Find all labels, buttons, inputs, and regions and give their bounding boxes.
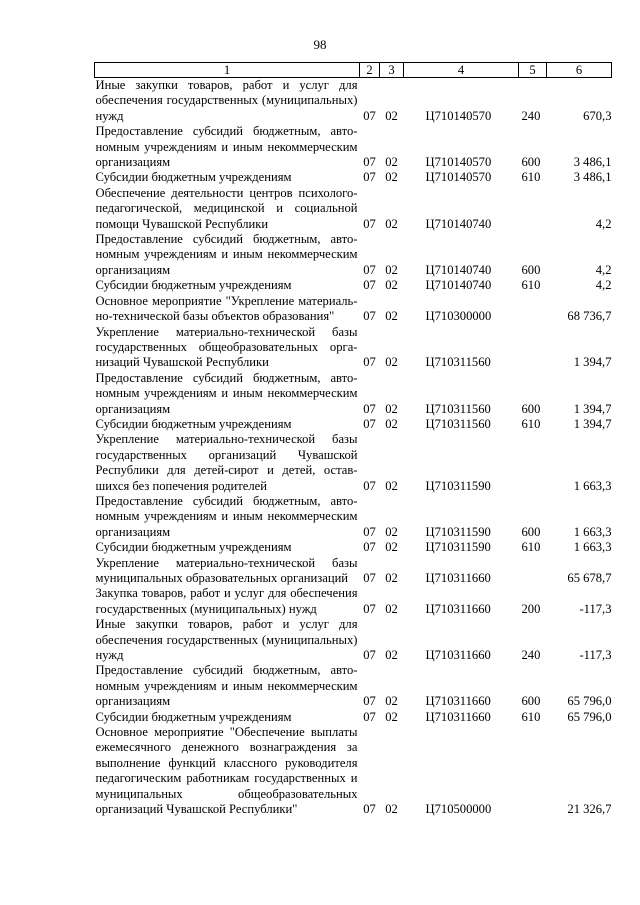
table-row [95,371,612,417]
row-target-article-cell: Ц710140740 [425,216,492,231]
row-amount-cell: 3 486,1 [573,170,612,185]
row-name-cell: Основное мероприятие "Укрепление материально-технической базы объектов образования" [95,293,358,324]
row-target-article-cell: Ц710140740 [425,278,492,293]
row-name-cell: Обеспечение деятельности центров психолого-педагогической, медицинской и социальной помощи Чувашской Республики [95,185,358,231]
row-target-article-cell: Ц710140570 [425,108,492,123]
row-name-cell: Предоставление субсидий бюджетным, автономным учреждениям и иным некоммерческим организациям [95,663,358,709]
row-amount-cell: 1 663,3 [573,540,612,555]
row-amount-cell: 3 486,1 [573,155,612,170]
row-expense-type-cell: 600 [521,694,541,709]
row-section-cell: 07 [363,170,376,185]
row-amount-cell: 1 663,3 [573,524,612,539]
row-name-cell: Иные закупки товаров, работ и услуг для обеспечения государственных (муниципальных) нужд [95,617,358,663]
table-row [95,232,612,278]
row-amount-cell: -117,3 [579,601,612,616]
row-target-article-cell: Ц710311590 [425,524,491,539]
row-name-cell: Субсидии бюджетным учреждениям [95,709,292,724]
row-target-article-cell: Ц710311660 [425,694,491,709]
row-section-cell: 07 [363,478,376,493]
row-amount-cell: 4,2 [595,262,612,277]
row-target-article-cell: Ц710311660 [425,709,491,724]
row-target-article-cell: Ц710311660 [425,601,491,616]
row-section-cell: 07 [363,216,376,231]
row-amount-cell: 21 326,7 [567,802,612,817]
table-row [95,170,612,185]
row-amount-cell: 670,3 [583,108,612,123]
header-col-2: 2 [360,63,380,78]
table-row [95,663,612,709]
row-target-article-cell: Ц710500000 [425,802,492,817]
row-expense-type-cell [519,294,547,325]
row-name-cell: Субсидии бюджетным учреждениям [95,540,292,555]
row-target-article-cell: Ц710140740 [425,262,492,277]
table-row [95,186,612,232]
row-section-cell: 07 [363,416,376,431]
row-target-article-cell: Ц710140570 [425,170,492,185]
row-section-cell: 07 [363,309,376,324]
row-subsection-cell: 02 [385,524,398,539]
row-subsection-cell: 02 [385,155,398,170]
row-name-cell: Субсидии бюджетным учреждениям [95,278,292,293]
row-section-cell: 07 [363,524,376,539]
header-row [95,63,612,78]
row-name-cell: Предоставление субсидий бюджетным, автономным учреждениям и иным некоммерческим организациям [95,232,358,277]
row-subsection-cell: 02 [385,709,398,724]
row-name-cell: Укрепление материально-технической базы государственных организаций Чувашской Республики для детей-сирот и детей, оставшихся без попечения родителей [95,432,358,493]
row-subsection-cell: 02 [385,108,398,123]
header-col-4: 4 [404,63,519,78]
row-section-cell: 07 [363,108,376,123]
row-section-cell: 07 [363,802,376,817]
row-amount-cell: -117,3 [579,648,612,663]
row-amount-cell: 1 394,7 [573,416,612,431]
row-name-cell: Субсидии бюджетным учреждениям [95,170,292,185]
header-col-5: 5 [519,63,547,78]
table-row [95,432,612,494]
row-amount-cell: 4,2 [595,216,612,231]
row-subsection-cell: 02 [385,601,398,616]
row-amount-cell: 65 678,7 [567,571,612,585]
row-subsection-cell: 02 [385,216,398,231]
table-row [95,124,612,170]
row-section-cell: 07 [363,694,376,709]
row-expense-type-cell [519,725,547,817]
table-row [95,710,612,725]
table-row [95,556,612,587]
row-subsection-cell: 02 [385,309,398,324]
row-expense-type-cell: 240 [521,648,541,663]
row-expense-type-cell [519,325,547,371]
row-subsection-cell: 02 [385,540,398,555]
row-target-article-cell: Ц710311560 [425,355,491,370]
row-subsection-cell: 02 [385,401,398,416]
table-row [95,278,612,293]
row-expense-type-cell: 600 [521,401,541,416]
row-expense-type-cell: 610 [521,709,541,724]
row-section-cell: 07 [363,262,376,277]
row-name-cell: Предоставление субсидий бюджетным, автономным учреждениям и иным некоммерческим организациям [95,124,358,170]
row-amount-cell: 4,2 [595,278,612,293]
row-name-cell: Предоставление субсидий бюджетным, автономным учреждениям и иным некоммерческим организациям [95,370,358,416]
row-subsection-cell: 02 [385,278,398,293]
header-col-3: 3 [380,63,404,78]
row-expense-type-cell: 600 [521,524,541,539]
row-section-cell: 07 [363,648,376,663]
row-expense-type-cell: 200 [521,601,541,616]
table-row [95,586,612,617]
row-expense-type-cell: 610 [521,416,541,431]
row-name-cell: Укрепление материально-технической базы государственных общеобразовательных организаций Чувашской Республики [95,324,358,370]
row-target-article-cell: Ц710300000 [425,309,492,324]
row-subsection-cell: 02 [385,478,398,493]
row-subsection-cell: 02 [385,355,398,370]
row-subsection-cell: 02 [385,648,398,663]
row-target-article-cell: Ц710311560 [425,401,491,416]
row-expense-type-cell [519,556,547,587]
row-target-article-cell: Ц710311590 [425,478,491,493]
row-name-cell: Иные закупки товаров, работ и услуг для обеспечения государственных (муниципальных) нужд [95,78,358,123]
row-target-article-cell: Ц710311660 [425,571,491,585]
row-name-cell: Закупка товаров, работ и услуг для обеспечения государственных (муниципальных) нужд [95,586,358,616]
row-amount-cell: 65 796,0 [567,694,612,709]
row-subsection-cell: 02 [385,802,398,817]
budget-table [94,62,612,818]
row-expense-type-cell: 610 [521,278,541,293]
row-target-article-cell: Ц710140570 [425,155,492,170]
table-row [95,78,612,125]
row-section-cell: 07 [363,401,376,416]
table-body [95,78,612,818]
row-name-cell: Основное мероприятие "Обеспечение выплаты ежемесячного денежного вознаграждения за выполнение функций классного руководителя педагогическим работникам государственных и муниципальных общеобразовательных организаций Чувашской Республики" [95,725,358,817]
row-subsection-cell: 02 [385,262,398,277]
table-header [95,63,612,78]
row-subsection-cell: 02 [385,694,398,709]
row-section-cell: 07 [363,601,376,616]
table-row [95,540,612,555]
row-section-cell: 07 [363,540,376,555]
table-row [95,725,612,817]
row-amount-cell: 68 736,7 [567,309,612,324]
row-section-cell: 07 [363,355,376,370]
table-row [95,294,612,325]
row-name-cell: Субсидии бюджетным учреждениям [95,416,292,431]
row-section-cell: 07 [363,571,376,585]
row-expense-type-cell: 610 [521,540,541,555]
row-target-article-cell: Ц710311590 [425,540,491,555]
row-amount-cell: 1 394,7 [573,401,612,416]
row-amount-cell: 65 796,0 [567,709,612,724]
row-amount-cell: 1 663,3 [573,478,612,493]
row-subsection-cell: 02 [385,416,398,431]
row-expense-type-cell: 240 [521,108,541,123]
row-section-cell: 07 [363,709,376,724]
header-col-6: 6 [547,63,612,78]
row-target-article-cell: Ц710311660 [425,648,491,663]
row-expense-type-cell: 610 [521,170,541,185]
row-name-cell: Укрепление материально-технической базы муниципальных образовательных организаций [95,555,358,585]
header-col-1: 1 [95,63,360,78]
row-expense-type-cell [519,186,547,232]
table-row [95,494,612,540]
table-row [95,617,612,663]
row-target-article-cell: Ц710311560 [425,416,491,431]
row-expense-type-cell: 600 [521,262,541,277]
row-section-cell: 07 [363,278,376,293]
row-expense-type-cell [519,432,547,494]
table-row [95,325,612,371]
row-subsection-cell: 02 [385,170,398,185]
row-expense-type-cell: 600 [521,155,541,170]
row-subsection-cell: 02 [385,571,398,585]
row-amount-cell: 1 394,7 [573,355,612,370]
row-name-cell: Предоставление субсидий бюджетным, автономным учреждениям и иным некоммерческим организациям [95,493,358,539]
row-section-cell: 07 [363,155,376,170]
table-row [95,417,612,432]
page-number: 98 [313,37,327,52]
